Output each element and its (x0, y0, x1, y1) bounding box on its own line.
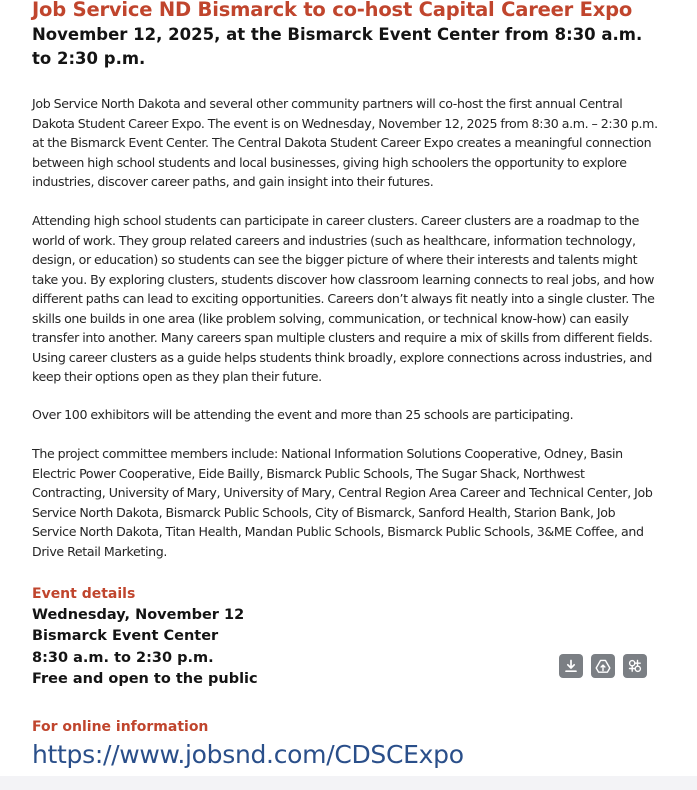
paragraph-intro: Job Service North Dakota and several other community partners will co-host the first annual Central Dakota Student Career Expo. The event is on Wednesday, November 12, 2025 from 8:30 a.m. – 2:30 p.m. at the Bismarck Event Center. The Central Dakota Student Career Expo creates a meaningful connection between high school students and local businesses, giving high schoolers the opportunity to explore industries, discover career paths, and gain insight into their futures. (32, 96, 658, 189)
event-time: 8:30 a.m. to 2:30 p.m. (32, 649, 214, 666)
event-venue: Bismarck Event Center (32, 628, 219, 645)
article-title: Job Service ND Bismarck to co-host Capital Career Expo (32, 0, 633, 21)
event-date: Wednesday, November 12 (32, 607, 245, 623)
save-to-drive-button[interactable] (591, 654, 615, 678)
paragraph-exhibitors: Over 100 exhibitors will be attending the event and more than 25 schools are participating. (32, 407, 574, 422)
photos-add-icon (627, 658, 643, 674)
add-to-photos-button[interactable] (623, 654, 647, 678)
article-subtitle: November 12, 2025, at the Bismarck Event Center from 8:30 a.m. to 2:30 p.m. (32, 25, 643, 68)
image-toolbar (559, 654, 647, 678)
paragraph-career-clusters: Attending high school students can participate in career clusters. Career clusters are a roadmap to the world of work. They group related careers and industries (such as healthcare, information technology, design, or education) so students can see the bigger picture of where their interests and talents might take you. By exploring clusters, students discover how classroom learning connects to real jobs, and how different paths can lead to exciting opportunities. Careers don’t always fit neatly into a single cluster. The skills one builds in one area (like problem solving, communication, or technical know-how) can easily transfer into another. Many careers span multiple clusters and require a mix of skills from different fields. Using career clusters as a guide helps students think broadly, explore connections across industries, and keep their options open as they plan their future. (32, 213, 655, 384)
download-icon (563, 658, 579, 674)
drive-upload-icon (595, 658, 611, 674)
download-button[interactable] (559, 654, 583, 678)
expo-link[interactable]: https://www.jobsnd.com/CDSCExpo (32, 740, 464, 769)
paragraph-committee: The project committee members include: National Information Solutions Cooperative, Odney, Basin Electric Power Cooperative, Eide Bailly, Bismarck Public Schools, The Sugar Shack, Northwest Contracting, University of Mary, University of Mary, Central Region Area Career and Technical Center, Job Service North Dakota, Bismarck Public Schools, City of Bismarck, Sanford Health, Starion Bank, Job Service North Dakota, Titan Health, Mandan Public Schools, Bismarck Public Schools, 3&ME Coffee, and Drive Retail Marketing. (32, 446, 653, 559)
event-details-label: Event details (32, 586, 136, 602)
event-details (32, 605, 258, 690)
footer-strip (0, 776, 697, 790)
event-admission: Free and open to the public (32, 670, 258, 687)
online-info-label: For online information (32, 719, 209, 735)
